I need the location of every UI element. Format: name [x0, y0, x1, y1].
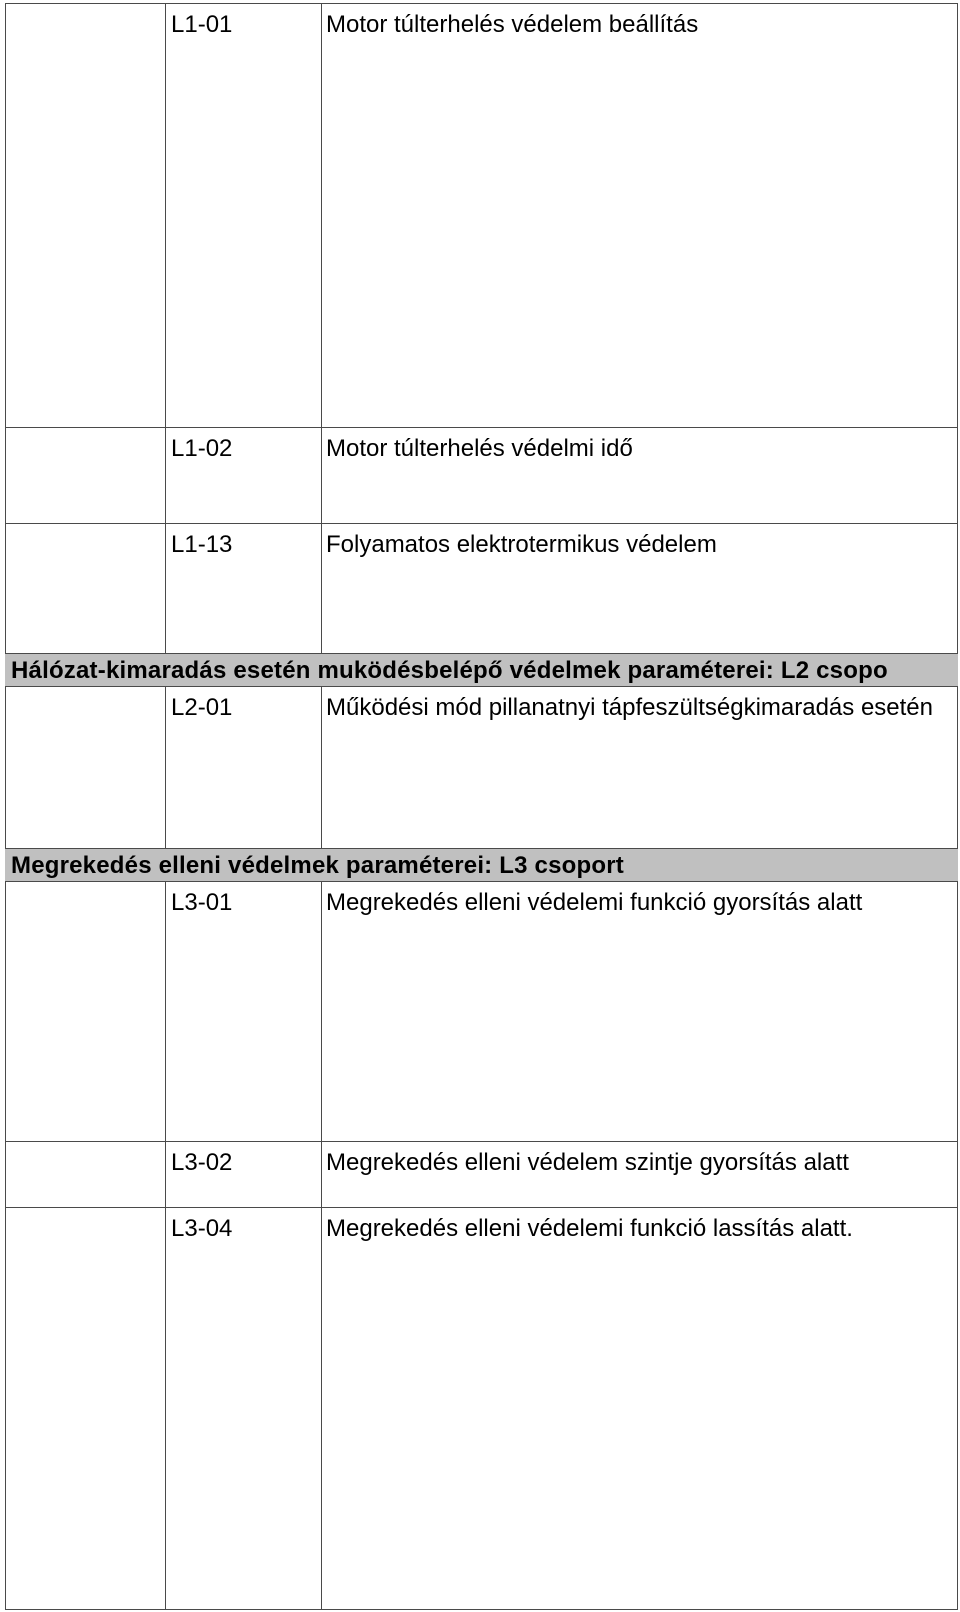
parameter-table — [5, 3, 958, 1610]
parameter-description: Megrekedés elleni védelemi funkció lassítás alatt. — [326, 1215, 853, 1242]
code-cell — [165, 1208, 321, 1609]
table-row — [5, 881, 958, 1141]
blank-cell — [5, 524, 165, 653]
parameter-description: Motor túlterhelés védelmi idő — [326, 435, 633, 462]
parameter-code: L1-13 — [171, 531, 233, 558]
section-title: Hálózat-kimaradás esetén muködésbelépő védelmek paraméterei: L2 csopo — [11, 657, 888, 684]
parameter-description: Megrekedés elleni védelemi funkció gyorsítás alatt — [326, 889, 863, 916]
blank-cell — [5, 428, 165, 523]
code-cell — [165, 882, 321, 1141]
blank-cell — [5, 687, 165, 848]
parameter-description: Folyamatos elektrotermikus védelem — [326, 531, 717, 558]
table-row — [5, 3, 958, 427]
table-row — [5, 523, 958, 653]
parameter-code: L3-01 — [171, 889, 233, 916]
section-header-l2 — [5, 653, 958, 686]
blank-cell — [5, 1142, 165, 1207]
blank-cell — [5, 882, 165, 1141]
blank-cell — [5, 1208, 165, 1609]
parameter-code: L3-04 — [171, 1215, 233, 1242]
description-cell — [321, 4, 958, 427]
table-row — [5, 1207, 958, 1610]
parameter-code: L2-01 — [171, 694, 233, 721]
description-cell — [321, 882, 958, 1141]
parameter-code: L3-02 — [171, 1149, 233, 1176]
section-title: Megrekedés elleni védelmek paraméterei: L3 csoport — [11, 852, 624, 879]
code-cell — [165, 428, 321, 523]
table-row — [5, 1141, 958, 1207]
description-cell — [321, 687, 958, 848]
code-cell — [165, 1142, 321, 1207]
code-cell — [165, 524, 321, 653]
section-header-l3 — [5, 848, 958, 881]
description-cell — [321, 524, 958, 653]
description-cell — [321, 1208, 958, 1609]
code-cell — [165, 4, 321, 427]
parameter-description: Megrekedés elleni védelem szintje gyorsítás alatt — [326, 1149, 849, 1176]
description-cell — [321, 1142, 958, 1207]
table-row — [5, 686, 958, 848]
parameter-code: L1-01 — [171, 11, 233, 38]
table-row — [5, 427, 958, 523]
code-cell — [165, 687, 321, 848]
description-cell — [321, 428, 958, 523]
parameter-description: Motor túlterhelés védelem beállítás — [326, 11, 699, 38]
parameter-description: Működési mód pillanatnyi tápfeszültségkimaradás esetén — [326, 694, 933, 721]
parameter-code: L1-02 — [171, 435, 233, 462]
blank-cell — [5, 4, 165, 427]
